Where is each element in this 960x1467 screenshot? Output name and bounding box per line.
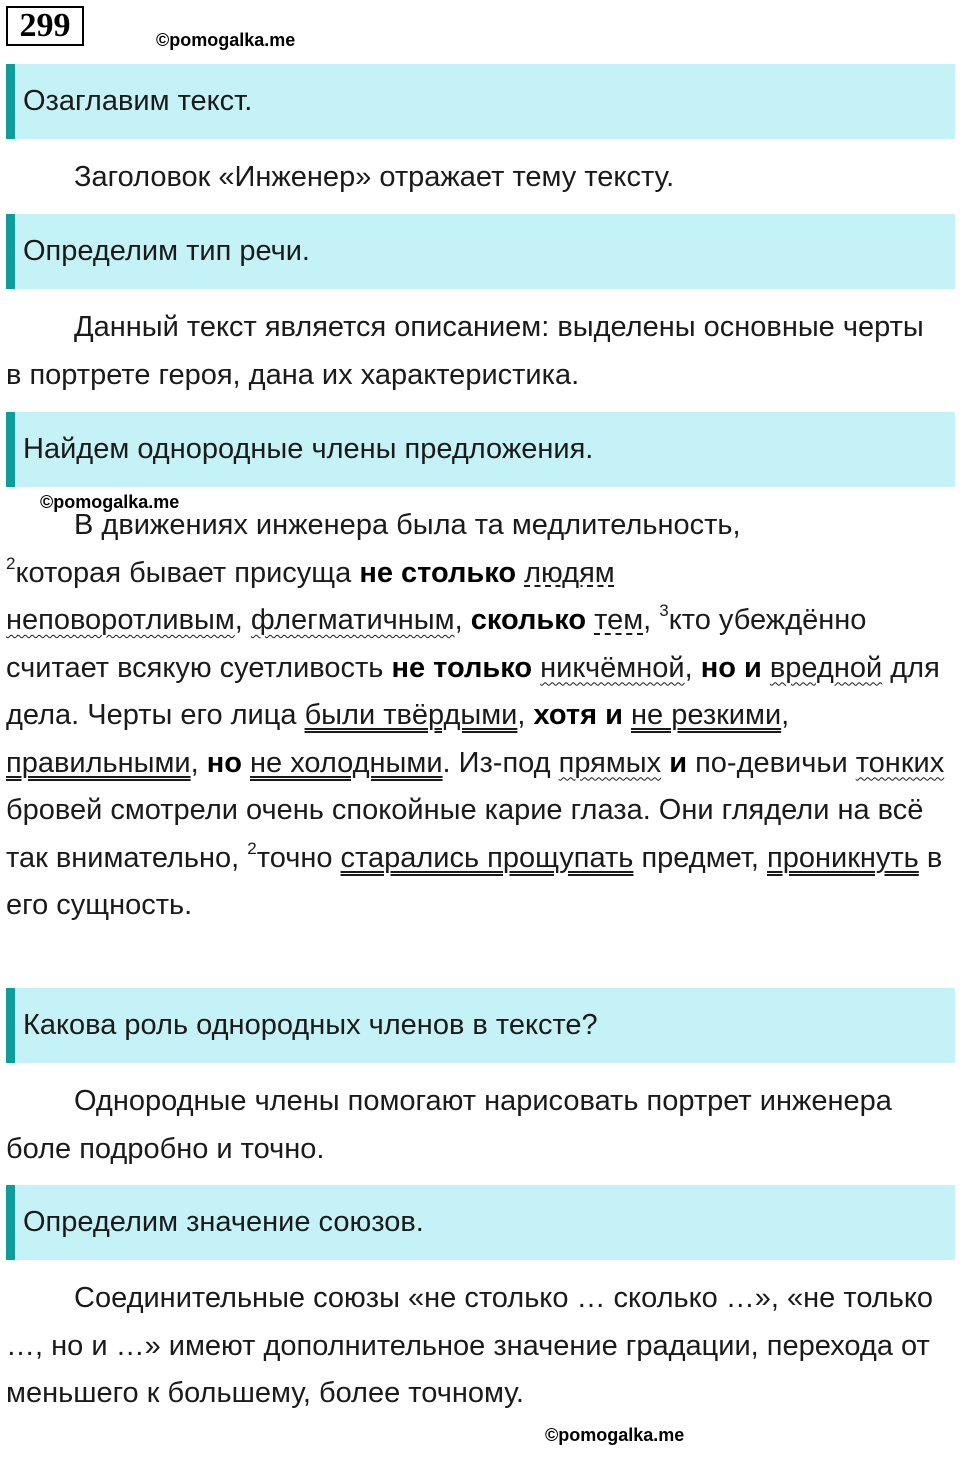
title-answer: Заголовок «Инженер» отражает тему тексту. — [74, 161, 675, 193]
watermark-middle: ©pomogalka.me — [40, 492, 180, 512]
watermark-bottom: ©pomogalka.me — [545, 1425, 685, 1445]
conjunctions-answer: Соединительные союзы «не столько … сколько …», «не только …, но и …» имеют дополнительное значение градации, перехода от меньшего к большему, более точному. — [6, 1282, 933, 1409]
task-number: 299 — [6, 6, 84, 46]
role-answer: Однородные члены помогают нарисовать портрет инженера боле подробно и точно. — [6, 1085, 892, 1165]
section-heading-conjunctions: Определим значение союзов. — [6, 1185, 955, 1260]
section-heading-title: Озаглавим текст. — [6, 64, 955, 139]
sentence-analysis: В движениях инженера была та медлительность, $^2$которая бывает присуща не столько людям неповоротливым, флегматичным, сколько тем, $^3$кто убеждённо считает всякую суетливость не только никчёмной, но и вредной для дела. Черты его лица были твёрдыми, хотя и не резкими, правильными, но не холодными. Из-под прямых и по-девичьи тонких бровей смотрели очень спокойные карие глаза. Они глядели на всё так внимательно, $^2$точно старались прощупать предмет, проникнуть в его сущность. — [6, 509, 945, 921]
watermark-top: ©pomogalka.me — [156, 30, 296, 50]
speech-type-answer: Данный текст является описанием: выделены основные черты в портрете героя, дана их характеристика. — [6, 311, 924, 391]
section-heading-role: Какова роль однородных членов в тексте? — [6, 988, 955, 1063]
section-heading-homogeneous: Найдем однородные члены предложения. — [6, 412, 955, 487]
section-heading-speech-type: Определим тип речи. — [6, 214, 955, 289]
